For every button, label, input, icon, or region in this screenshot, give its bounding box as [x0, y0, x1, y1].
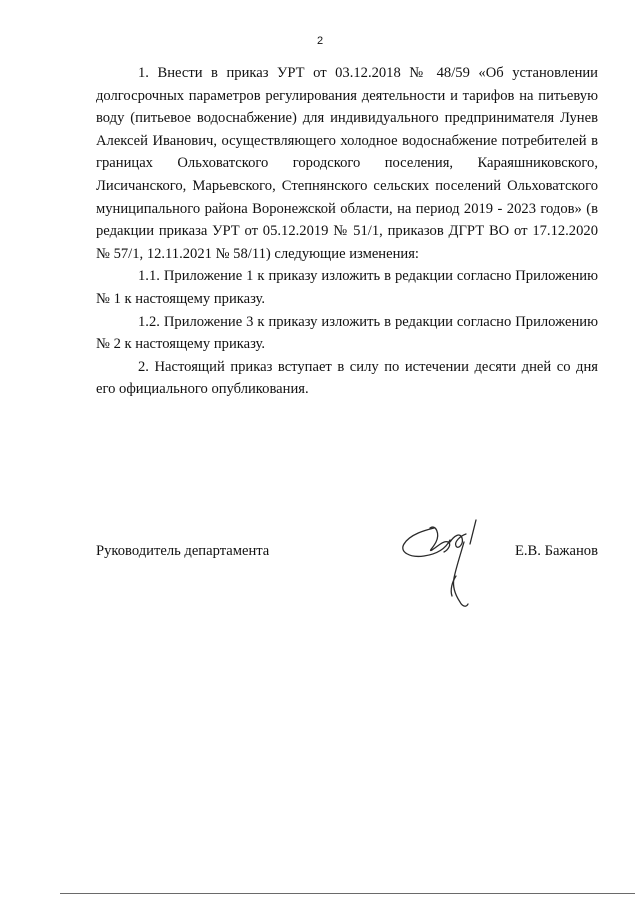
signer-name: Е.В. Бажанов [514, 543, 598, 559]
document-body [96, 62, 598, 401]
footer-rule [60, 893, 635, 894]
signer-position: Руководитель департамента [96, 543, 270, 559]
paragraph-appendix-3: 1.2. Приложение 3 к приказу изложить в редакции согласно Приложению № 2 к настоящему приказу. [96, 313, 598, 353]
handwritten-signature [396, 512, 488, 612]
paragraph-effective-date: 2. Настоящий приказ вступает в силу по истечении десяти дней со дня его официального опубликования. [96, 358, 598, 398]
paragraph-main-order: 1. Внести в приказ УРТ от 03.12.2018 № 48/59 «Об установлении долгосрочных параметров регулирования деятельности и тарифов на питьевую воду (питьевое водоснабжение) для индивидуального предпринимателя Лунев Алексей Иванович, осуществляющего холодное водоснабжение потребителей в границах Ольховатского городского поселения, Караяшниковского, Лисичанского, Марьевского, Степнянского сельских поселений Ольховатского муниципального района Воронежской области, на период 2019 - 2023 годов» (в редакции приказа УРТ от 05.12.2019 № 51/1, приказов ДГРТ ВО от 17.12.2020 № 57/1, 12.11.2021 № 58/11) следующие изменения: [96, 65, 598, 262]
paragraph-appendix-1: 1.1. Приложение 1 к приказу изложить в редакции согласно Приложению № 1 к настоящему приказу. [96, 268, 598, 307]
page-number: 2 [316, 35, 324, 47]
